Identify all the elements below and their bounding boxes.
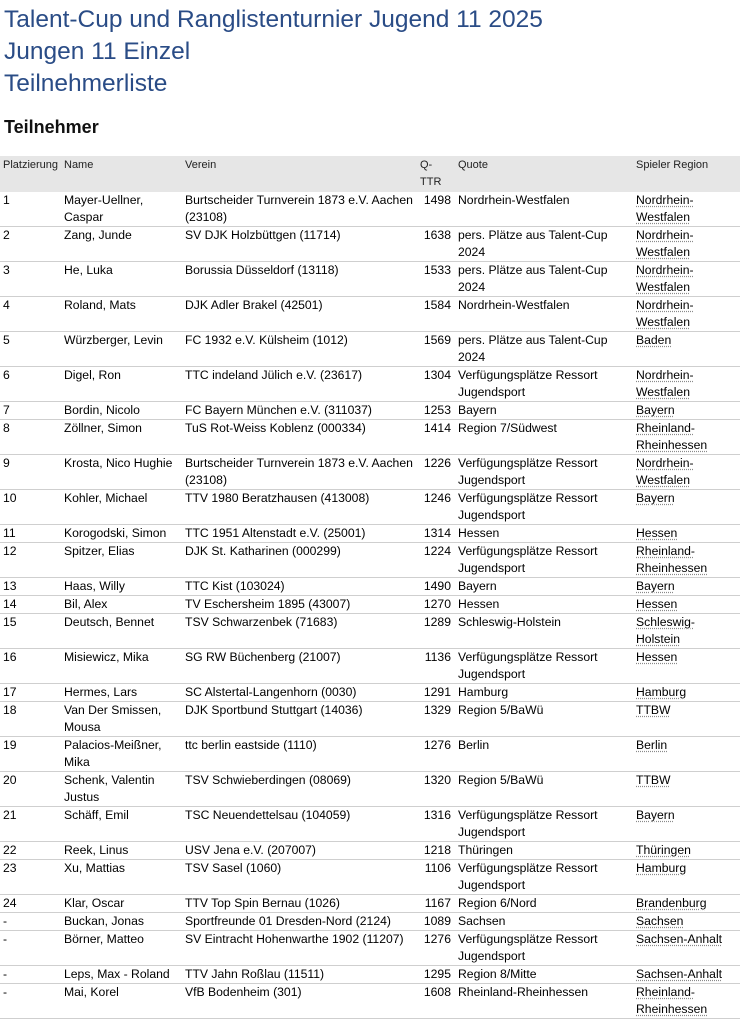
cell-platz: 5: [0, 332, 61, 367]
cell-name: Zang, Junde: [61, 227, 182, 262]
cell-name: Leps, Max - Roland: [61, 966, 182, 984]
cell-platz: 6: [0, 367, 61, 402]
cell-verein[interactable]: TuS Rot-Weiss Koblenz (000334): [182, 420, 417, 455]
table-row: [0, 702, 740, 737]
cell-region[interactable]: Nordrhein-Westfalen: [633, 455, 740, 490]
cell-verein[interactable]: TV Eschersheim 1895 (43007): [182, 596, 417, 614]
cell-verein[interactable]: USV Jena e.V. (207007): [182, 842, 417, 860]
cell-name: Würzberger, Levin: [61, 332, 182, 367]
cell-platz: 19: [0, 737, 61, 772]
cell-platz: 1: [0, 192, 61, 227]
cell-region[interactable]: Berlin: [633, 737, 740, 772]
cell-region[interactable]: Bayern: [633, 807, 740, 842]
cell-region[interactable]: Hessen: [633, 596, 740, 614]
cell-name: Bil, Alex: [61, 596, 182, 614]
cell-quote: Verfügungsplätze Ressort Jugendsport: [455, 455, 633, 490]
cell-qttr: 1414: [417, 420, 455, 455]
competition-title: Jungen 11 Einzel: [4, 38, 191, 65]
cell-quote: pers. Plätze aus Talent-Cup 2024: [455, 227, 633, 262]
table-row: [0, 490, 740, 525]
table-row: [0, 332, 740, 367]
cell-verein[interactable]: Burtscheider Turnverein 1873 e.V. Aachen (23108): [182, 192, 417, 227]
table-row: [0, 525, 740, 543]
cell-platz: 18: [0, 702, 61, 737]
cell-name: Korogodski, Simon: [61, 525, 182, 543]
cell-name: Palacios-Meißner, Mika: [61, 737, 182, 772]
cell-verein[interactable]: FC Bayern München e.V. (311037): [182, 402, 417, 420]
cell-quote: Verfügungsplätze Ressort Jugendsport: [455, 931, 633, 966]
cell-region[interactable]: Sachsen-Anhalt: [633, 966, 740, 984]
cell-region[interactable]: Schleswig-Holstein: [633, 614, 740, 649]
cell-name: Buckan, Jonas: [61, 913, 182, 931]
cell-name: Krosta, Nico Hughie: [61, 455, 182, 490]
cell-qttr: 1498: [417, 192, 455, 227]
cell-name: Kohler, Michael: [61, 490, 182, 525]
cell-platz: 13: [0, 578, 61, 596]
cell-name: Börner, Matteo: [61, 931, 182, 966]
cell-platz: 9: [0, 455, 61, 490]
page-title-block: [4, 4, 543, 100]
cell-name: Roland, Mats: [61, 297, 182, 332]
cell-name: Mayer-Uellner, Caspar: [61, 192, 182, 227]
cell-quote: Thüringen: [455, 842, 633, 860]
cell-verein[interactable]: SV DJK Holzbüttgen (11714): [182, 227, 417, 262]
col-header-name[interactable]: Name: [61, 156, 182, 192]
cell-platz: 22: [0, 842, 61, 860]
cell-region[interactable]: Nordrhein-Westfalen: [633, 192, 740, 227]
cell-qttr: 1136: [417, 649, 455, 684]
table-row: [0, 402, 740, 420]
cell-quote: pers. Plätze aus Talent-Cup 2024: [455, 332, 633, 367]
cell-name: Schäff, Emil: [61, 807, 182, 842]
cell-region[interactable]: Rheinland-Rheinhessen: [633, 543, 740, 578]
cell-name: Van Der Smissen, Mousa: [61, 702, 182, 737]
cell-quote: pers. Plätze aus Talent-Cup 2024: [455, 262, 633, 297]
table-header-row: [0, 156, 740, 192]
cell-platz: 12: [0, 543, 61, 578]
table-row: [0, 772, 740, 807]
col-header-region[interactable]: Spieler Region: [633, 156, 740, 192]
cell-verein[interactable]: SV Eintracht Hohenwarthe 1902 (11207): [182, 931, 417, 966]
table-row: [0, 543, 740, 578]
cell-quote: Hessen: [455, 596, 633, 614]
cell-platz: 2: [0, 227, 61, 262]
cell-region[interactable]: Bayern: [633, 402, 740, 420]
cell-name: Klar, Oscar: [61, 895, 182, 913]
table-row: [0, 966, 740, 984]
table-row: [0, 649, 740, 684]
cell-platz: 14: [0, 596, 61, 614]
cell-platz: 8: [0, 420, 61, 455]
cell-quote: Region 5/BaWü: [455, 772, 633, 807]
table-row: [0, 297, 740, 332]
cell-name: Spitzer, Elias: [61, 543, 182, 578]
cell-verein[interactable]: Burtscheider Turnverein 1873 e.V. Aachen (23108): [182, 455, 417, 490]
cell-region[interactable]: Rheinland-Rheinhessen: [633, 420, 740, 455]
cell-region[interactable]: Hamburg: [633, 860, 740, 895]
table-row: [0, 737, 740, 772]
cell-name: Schenk, Valentin Justus: [61, 772, 182, 807]
cell-verein[interactable]: DJK Sportbund Stuttgart (14036): [182, 702, 417, 737]
cell-region[interactable]: Nordrhein-Westfalen: [633, 227, 740, 262]
cell-quote: Verfügungsplätze Ressort Jugendsport: [455, 490, 633, 525]
cell-region[interactable]: TTBW: [633, 702, 740, 737]
cell-qttr: 1304: [417, 367, 455, 402]
cell-verein[interactable]: SG RW Büchenberg (21007): [182, 649, 417, 684]
cell-qttr: 1106: [417, 860, 455, 895]
cell-quote: Region 6/Nord: [455, 895, 633, 913]
cell-qttr: 1246: [417, 490, 455, 525]
cell-quote: Verfügungsplätze Ressort Jugendsport: [455, 807, 633, 842]
cell-verein[interactable]: TTC Kist (103024): [182, 578, 417, 596]
table-row: [0, 367, 740, 402]
cell-verein[interactable]: TSV Schwieberdingen (08069): [182, 772, 417, 807]
table-row: [0, 578, 740, 596]
cell-name: Zöllner, Simon: [61, 420, 182, 455]
cell-region[interactable]: Hamburg: [633, 684, 740, 702]
table-row: [0, 860, 740, 895]
cell-platz: 20: [0, 772, 61, 807]
cell-platz: -: [0, 966, 61, 984]
cell-name: Mai, Korel: [61, 984, 182, 1019]
cell-name: Bordin, Nicolo: [61, 402, 182, 420]
cell-region[interactable]: Hessen: [633, 649, 740, 684]
cell-region[interactable]: Hessen: [633, 525, 740, 543]
cell-quote: Verfügungsplätze Ressort Jugendsport: [455, 860, 633, 895]
cell-region[interactable]: Nordrhein-Westfalen: [633, 367, 740, 402]
cell-verein[interactable]: VfB Bodenheim (301): [182, 984, 417, 1019]
cell-name: Hermes, Lars: [61, 684, 182, 702]
cell-verein[interactable]: TTV 1980 Beratzhausen (413008): [182, 490, 417, 525]
cell-name: Xu, Mattias: [61, 860, 182, 895]
cell-qttr: 1276: [417, 931, 455, 966]
cell-name: Deutsch, Bennet: [61, 614, 182, 649]
cell-quote: Region 8/Mitte: [455, 966, 633, 984]
cell-qttr: 1167: [417, 895, 455, 913]
cell-quote: Berlin: [455, 737, 633, 772]
col-header-quote[interactable]: Quote: [455, 156, 633, 192]
cell-verein[interactable]: TTV Top Spin Bernau (1026): [182, 895, 417, 913]
cell-verein[interactable]: SC Alstertal-Langenhorn (0030): [182, 684, 417, 702]
cell-region[interactable]: TTBW: [633, 772, 740, 807]
table-row: [0, 455, 740, 490]
cell-platz: 24: [0, 895, 61, 913]
cell-platz: 7: [0, 402, 61, 420]
cell-verein[interactable]: TSV Schwarzenbek (71683): [182, 614, 417, 649]
cell-platz: 16: [0, 649, 61, 684]
cell-region[interactable]: Rheinland-Rheinhessen: [633, 984, 740, 1019]
cell-region[interactable]: Thüringen: [633, 842, 740, 860]
cell-name: Reek, Linus: [61, 842, 182, 860]
cell-name: Misiewicz, Mika: [61, 649, 182, 684]
cell-qttr: 1270: [417, 596, 455, 614]
cell-quote: Region 7/Südwest: [455, 420, 633, 455]
cell-qttr: 1329: [417, 702, 455, 737]
cell-quote: Rheinland-Rheinhessen: [455, 984, 633, 1019]
cell-verein[interactable]: TSV Sasel (1060): [182, 860, 417, 895]
cell-platz: -: [0, 931, 61, 966]
cell-platz: 10: [0, 490, 61, 525]
cell-qttr: 1289: [417, 614, 455, 649]
cell-platz: -: [0, 913, 61, 931]
cell-qttr: 1490: [417, 578, 455, 596]
cell-qttr: 1276: [417, 737, 455, 772]
col-header-qttr[interactable]: Q-TTR: [417, 156, 455, 192]
cell-region[interactable]: Brandenburg: [633, 895, 740, 913]
cell-qttr: 1291: [417, 684, 455, 702]
cell-quote: Region 5/BaWü: [455, 702, 633, 737]
table-row: [0, 227, 740, 262]
table-row: [0, 807, 740, 842]
cell-name: Haas, Willy: [61, 578, 182, 596]
cell-region[interactable]: Bayern: [633, 490, 740, 525]
cell-verein[interactable]: TTC 1951 Altenstadt e.V. (25001): [182, 525, 417, 543]
cell-region[interactable]: Baden: [633, 332, 740, 367]
table-row: [0, 684, 740, 702]
cell-platz: 11: [0, 525, 61, 543]
cell-qttr: 1638: [417, 227, 455, 262]
cell-qttr: 1316: [417, 807, 455, 842]
cell-region[interactable]: Nordrhein-Westfalen: [633, 297, 740, 332]
table-row: [0, 614, 740, 649]
cell-platz: 15: [0, 614, 61, 649]
cell-quote: Sachsen: [455, 913, 633, 931]
cell-verein[interactable]: ttc berlin eastside (1110): [182, 737, 417, 772]
cell-quote: Bayern: [455, 402, 633, 420]
cell-verein[interactable]: TTV Jahn Roßlau (11511): [182, 966, 417, 984]
cell-qttr: 1226: [417, 455, 455, 490]
cell-quote: Verfügungsplätze Ressort Jugendsport: [455, 543, 633, 578]
list-title: Teilnehmerliste: [4, 70, 168, 97]
table-row: [0, 984, 740, 1019]
cell-quote: Nordrhein-Westfalen: [455, 192, 633, 227]
participants-table: [0, 156, 740, 1019]
cell-qttr: 1089: [417, 913, 455, 931]
cell-qttr: 1584: [417, 297, 455, 332]
cell-qttr: 1295: [417, 966, 455, 984]
cell-qttr: 1533: [417, 262, 455, 297]
table-row: [0, 931, 740, 966]
table-row: [0, 895, 740, 913]
cell-quote: Nordrhein-Westfalen: [455, 297, 633, 332]
cell-quote: Hessen: [455, 525, 633, 543]
cell-verein[interactable]: Sportfreunde 01 Dresden-Nord (2124): [182, 913, 417, 931]
cell-platz: 23: [0, 860, 61, 895]
cell-region[interactable]: Sachsen: [633, 913, 740, 931]
cell-quote: Schleswig-Holstein: [455, 614, 633, 649]
cell-platz: 17: [0, 684, 61, 702]
cell-quote: Verfügungsplätze Ressort Jugendsport: [455, 649, 633, 684]
cell-qttr: 1608: [417, 984, 455, 1019]
table-row: [0, 596, 740, 614]
cell-platz: 3: [0, 262, 61, 297]
page-title: Talent-Cup und Ranglistenturnier Jugend 11 2025: [4, 6, 543, 33]
col-header-verein[interactable]: Verein: [182, 156, 417, 192]
cell-name: Digel, Ron: [61, 367, 182, 402]
cell-quote: Hamburg: [455, 684, 633, 702]
cell-qttr: 1314: [417, 525, 455, 543]
cell-verein[interactable]: TTC indeland Jülich e.V. (23617): [182, 367, 417, 402]
cell-verein[interactable]: Borussia Düsseldorf (13118): [182, 262, 417, 297]
cell-qttr: 1320: [417, 772, 455, 807]
table-row: [0, 262, 740, 297]
cell-qttr: 1218: [417, 842, 455, 860]
cell-region[interactable]: Sachsen-Anhalt: [633, 931, 740, 966]
section-heading: Teilnehmer: [4, 117, 99, 137]
cell-verein[interactable]: DJK Adler Brakel (42501): [182, 297, 417, 332]
cell-verein[interactable]: FC 1932 e.V. Külsheim (1012): [182, 332, 417, 367]
cell-platz: 21: [0, 807, 61, 842]
cell-region[interactable]: Nordrhein-Westfalen: [633, 262, 740, 297]
cell-qttr: 1253: [417, 402, 455, 420]
cell-region[interactable]: Bayern: [633, 578, 740, 596]
cell-qttr: 1569: [417, 332, 455, 367]
table-row: [0, 192, 740, 227]
cell-platz: -: [0, 984, 61, 1019]
cell-platz: 4: [0, 297, 61, 332]
cell-qttr: 1224: [417, 543, 455, 578]
cell-quote: Bayern: [455, 578, 633, 596]
table-row: [0, 420, 740, 455]
cell-name: He, Luka: [61, 262, 182, 297]
table-row: [0, 842, 740, 860]
cell-verein[interactable]: TSC Neuendettelsau (104059): [182, 807, 417, 842]
cell-verein[interactable]: DJK St. Katharinen (000299): [182, 543, 417, 578]
col-header-platzierung[interactable]: Platzierung: [0, 156, 61, 192]
cell-quote: Verfügungsplätze Ressort Jugendsport: [455, 367, 633, 402]
table-row: [0, 913, 740, 931]
